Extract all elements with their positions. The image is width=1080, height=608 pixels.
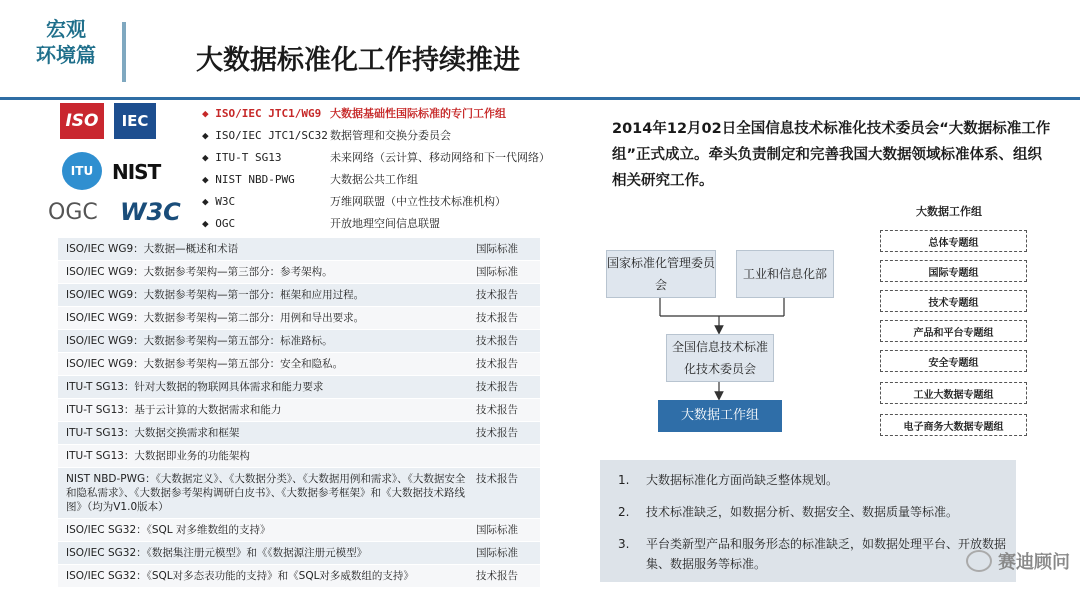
wechat-icon [966, 550, 992, 572]
org-item: ◆ ISO/IEC JTC1/WG9 大数据基础性国际标准的专门工作组 [202, 107, 506, 120]
table-row: ISO/IEC WG9：大数据参考架构—第五部分：标准路标。 技术报告 [58, 330, 540, 353]
watermark-text: 赛迪顾问 [998, 552, 1070, 573]
table-row: ISO/IEC SG32：《SQL 对多维数组的支持》 国际标准 [58, 519, 540, 542]
itu-logo: ITU [62, 152, 102, 190]
table-row: ISO/IEC WG9：大数据参考架构—第一部分：框架和应用过程。 技术报告 [58, 284, 540, 307]
note-item: 1. 大数据标准化方面尚缺乏整体规划。 [618, 473, 839, 487]
flow-node-sac: 国家标准化管理委员会 [606, 250, 716, 298]
intro-paragraph: 2014年12月02日全国信息技术标准化技术委员会“大数据标准工作组”正式成立。牵头负责制定和完善我国大数据领域标准体系、组织相关研究工作。 [612, 121, 1051, 189]
subgroup-box: 总体专题组 [880, 230, 1027, 252]
subgroup-box: 工业大数据专题组 [880, 382, 1027, 404]
org-item: ◆ ITU-T SG13 未来网络（云计算、移动网络和下一代网络） [202, 151, 550, 164]
flow-node-tc: 全国信息技术标准化技术委员会 [666, 334, 774, 382]
standards-table [58, 238, 540, 588]
notes-panel [600, 460, 1016, 582]
table-row: ISO/IEC SG32：《数据集注册元模型》和《《数据源注册元模型》 国际标准 [58, 542, 540, 565]
flow-node-miit: 工业和信息化部 [736, 250, 834, 298]
org-item: ◆ NIST NBD-PWG 大数据公共工作组 [202, 173, 418, 186]
table-row: ITU-T SG13：基于云计算的大数据需求和能力 技术报告 [58, 399, 540, 422]
iso-logo: ISO [60, 103, 104, 139]
working-group-title: 大数据工作组 [916, 205, 982, 218]
table-row: ISO/IEC SG32：《SQL对多态表功能的支持》和《SQL对多威数组的支持》 技术报告 [58, 565, 540, 588]
table-row: ITU-T SG13：大数据交换需求和框架 技术报告 [58, 422, 540, 445]
header-rule [0, 97, 1080, 100]
section-category-line1: 宏观 [46, 17, 86, 41]
table-row: ISO/IEC WG9：大数据—概述和术语 国际标准 [58, 238, 540, 261]
table-row: ISO/IEC WG9：大数据参考架构—第五部分：安全和隐私。 技术报告 [58, 353, 540, 376]
page-title: 大数据标准化工作持续推进 [196, 45, 520, 76]
header-divider [122, 22, 126, 82]
table-row: ISO/IEC WG9：大数据参考架构—第二部分：用例和导出要求。 技术报告 [58, 307, 540, 330]
ogc-logo: OGC [48, 200, 98, 225]
subgroup-box: 技术专题组 [880, 290, 1027, 312]
watermark [966, 548, 1070, 574]
section-category [18, 10, 114, 74]
note-item: 3. 平台类新型产品和服务形态的标准缺乏，如数据处理平台、开放数据集、数据服务等标准。 [618, 537, 1007, 571]
subgroup-box: 安全专题组 [880, 350, 1027, 372]
table-row: ISO/IEC WG9：大数据参考架构—第三部分：参考架构。 国际标准 [58, 261, 540, 284]
flow-node-working-group: 大数据工作组 [658, 400, 782, 432]
org-item: ◆ OGC 开放地理空间信息联盟 [202, 217, 440, 230]
subgroup-box: 电子商务大数据专题组 [880, 414, 1027, 436]
iec-logo: IEC [114, 103, 156, 139]
org-item: ◆ W3C 万维网联盟（中立性技术标准机构） [202, 195, 506, 208]
subgroup-box: 国际专题组 [880, 260, 1027, 282]
section-category-line2: 环境篇 [36, 43, 96, 67]
table-row: NIST NBD-PWG：《大数据定义》、《大数据分类》、《大数据用例和需求》、《大数据安全和隐私需求》、《大数据参考架构调研白皮书》、《大数据参考框架》和《大数据技术路线图》（均为V1.0版本） 技术报告 [58, 468, 540, 519]
nist-logo: NIST [112, 160, 161, 184]
table-row: ITU-T SG13：针对大数据的物联网具体需求和能力要求 技术报告 [58, 376, 540, 399]
org-item: ◆ ISO/IEC JTC1/SC32 数据管理和交换分委员会 [202, 129, 451, 142]
note-item: 2. 技术标准缺乏，如数据分析、数据安全、数据质量等标准。 [618, 505, 959, 519]
w3c-logo: W3C [120, 198, 181, 226]
subgroup-box: 产品和平台专题组 [880, 320, 1027, 342]
table-row: ITU-T SG13：大数据即业务的功能架构 [58, 445, 540, 468]
